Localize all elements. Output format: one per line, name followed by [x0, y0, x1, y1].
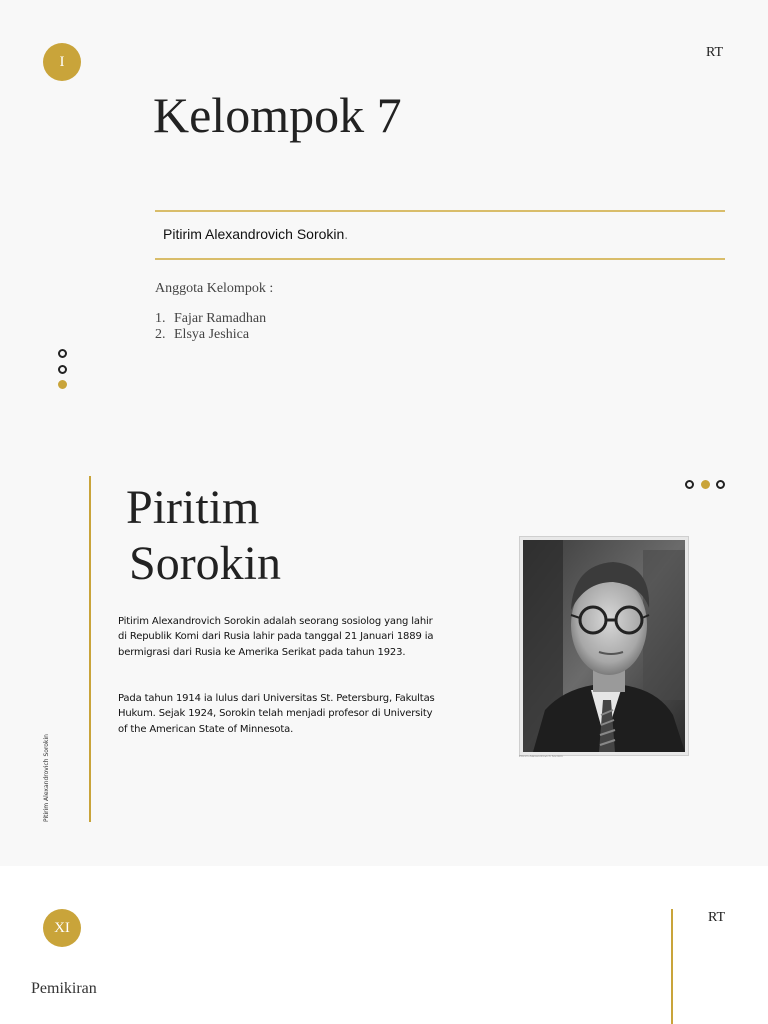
- vertical-accent-line: [89, 476, 91, 822]
- list-item: [155, 311, 266, 327]
- biography-slide: [0, 432, 768, 866]
- corner-label: RT: [706, 45, 724, 60]
- slide-number-badge: XI: [43, 909, 81, 947]
- list-item: [155, 327, 266, 343]
- decor-dot: [685, 480, 694, 489]
- paragraph: Pitirim Alexandrovich Sorokin adalah seorang sosiolog yang lahir di Republik Komi dari Rusia lahir pada tanggal 21 Januari 1889 ia bermigrasi dari Rusia ke Amerika Serikat pada tahun 1923.: [118, 616, 434, 658]
- corner-label: RT: [708, 910, 726, 925]
- title-line: Piritim: [126, 481, 260, 534]
- portrait-image: [523, 540, 685, 752]
- thoughts-slide: [0, 866, 768, 1024]
- vertical-accent-line: [671, 909, 673, 1024]
- portrait-photo: [519, 536, 689, 756]
- slide-number-badge: I: [43, 43, 81, 81]
- decor-dot-accent: [58, 380, 67, 389]
- title-line: Sorokin: [129, 537, 282, 590]
- members-heading: Anggota Kelompok :: [155, 281, 274, 296]
- decor-dot: [58, 365, 67, 374]
- bottom-divider: [155, 258, 725, 260]
- slide-title: [126, 480, 281, 592]
- decor-dot: [58, 349, 67, 358]
- slide-title: Kelompok 7: [153, 87, 402, 143]
- subtitle-dot: .: [344, 226, 349, 242]
- section-heading: Pemikiran: [31, 980, 97, 997]
- paragraph: Pada tahun 1914 ia lulus dari Universitas St. Petersburg, Fakultas Hukum. Sejak 1924, Sorokin telah menjadi profesor di University of the American State of Minnesota.: [118, 693, 435, 735]
- member-name: Fajar Ramadhan: [174, 311, 267, 326]
- side-label: Pitirim Alexandrovich Sorokin: [43, 734, 50, 822]
- decor-dot-accent: [701, 480, 710, 489]
- top-divider: [155, 210, 725, 212]
- member-name: Elsya Jeshica: [174, 327, 250, 342]
- title-slide: [0, 0, 768, 432]
- subtitle: [163, 226, 348, 242]
- members-list: [155, 311, 266, 343]
- photo-caption: Pitirim Alexandrovich Sorokin: [519, 754, 563, 758]
- subtitle-text: Pitirim Alexandrovich Sorokin: [163, 226, 345, 242]
- list-number: 1.: [155, 311, 166, 326]
- decor-dot: [716, 480, 725, 489]
- list-number: 2.: [155, 327, 166, 342]
